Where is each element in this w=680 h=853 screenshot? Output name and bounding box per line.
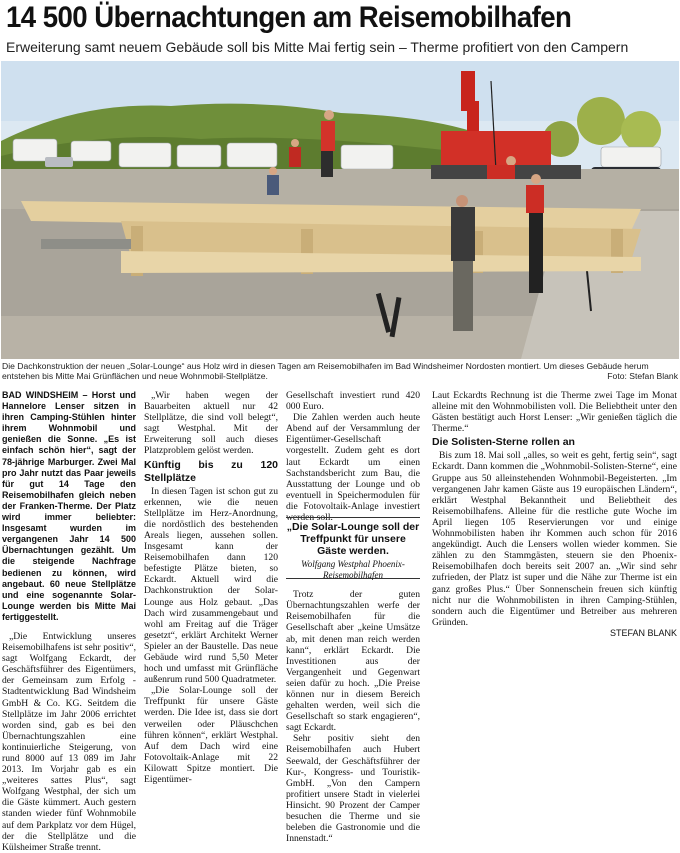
paragraph: Gesellschaft investiert rund 420 000 Euro. [286, 390, 420, 413]
lead-paragraph: BAD WINDSHEIM – Horst und Hannelore Lenser sitzen in ihren Camping-Stühlen hinter ihrem Wohnmobil und genießen die Sonne. „Es ist einfach schön hier“, sagt der 78-jährige Marburger. Zwei Mal pro Jahr nutzt das Paar jeweils für gut 14 Tage den Reisemobilhafen gleich neben der Franken-Therme. Der Platz wird immer beliebter: Insgesamt wurden im vergangenen Jahr 14 500 Übernachtungen gezählt. Um die steigende Nachfrage bedienen zu können, wird angebaut. 60 neue Stellplätze und eine sogenannte Solar-Lounge werden bis Mitte Mai fertiggestellt. [2, 390, 136, 622]
paragraph: „Wir haben wegen der Bauarbeiten aktuell nur 42 Stellplätze, die sind voll belegt“, sagt Westphal. Mit der Erweiterung soll auch dieses Platzproblem gelöst werden. [144, 390, 278, 457]
construction-scene-illustration [1, 61, 679, 359]
paragraph: Trotz der guten Übernachtungszahlen werfe der Reisemobilhafen für die Gesellschaft aber „keine Umsätze ab, mit denen man reich werden kann“, erklärt Eckardt. Die Investitionen aus der Vergangenheit und Gegenwart seien dafür zu hoch. „Die Preise können nur in diesem Bereich gehalten werden, weil sich die Gesellschaft so stark engagieren“, sagt Eckardt. [286, 589, 420, 734]
headline: 14 500 Übernachtungen am Reisemobilhafen [6, 1, 572, 34]
photo-credit: Foto: Stefan Blank [607, 371, 678, 381]
paragraph: „Die Entwicklung unseres Reisemobilhafens ist sehr positiv“, sagt Wolfgang Eckardt, der Geschäftsführer des Eigentümers, der Gemeinsam zum Erfolg - Stadtentwicklung Bad Windsheim GmbH & Co. KG. Seitdem die Stellplätze im Jahr 2006 errichtet worden sind, gab es bei den Übernachtungszahlen eine kontinuierliche Steigerung, von rund 8000 auf 13 089 im Jahr 2013. Im Vorjahr gab es ein „weiteres sattes Plus“, sagt Wolfgang Westphal, der sich um die Gäste kümmert. Auch gestern standen wieder fünf Wohnmobile auf dem Parkplatz vor dem Hügel, der die Stellplätze und die Külsheimer Straße trennt. [2, 630, 136, 853]
quote-source: Wolfgang Westphal Phoenix-Reisemobilhafen [301, 559, 405, 580]
article-photo [1, 61, 679, 359]
subheadline: Erweiterung samt neuem Gebäude soll bis Mitte Mai fertig sein – Therme profitiert von den Campern [6, 39, 629, 55]
subheading: Künftig bis zu 120 Stellplätze [144, 458, 278, 484]
photo-caption [2, 361, 678, 381]
article-column-4 [432, 390, 677, 700]
article-column-1 [2, 390, 136, 853]
paragraph: „Die Solar-Lounge soll der Treffpunkt für unsere Gäste werden. Die Idee ist, dass sie dort verweilen oder Pläuschchen führen können“, erklärt Westphal. Auf dem Dach wird eine Fotovoltaik-Anlage mit 22 Kilowatt Spitze montiert. Die Eigentümer- [144, 685, 278, 785]
quote-text: „Die Solar-Lounge soll der Treffpunkt für unsere Gäste werden. [286, 521, 420, 557]
paragraph: Bis zum 18. Mai soll „alles, so weit es geht, fertig sein“, sagt Eckardt. Dann kommen die „Wohnmobil-Solisten-Sterne“, eine Gruppe aus 50 alleinstehenden Wohnmobil-Begeisterten. „Im vergangenen Jahr kamen Gäste aus 19 europäischen Ländern“, erklärt Westphal Bekanntheit und Beliebtheit des Reisemobilhafens. Alleine für die restliche gute Woche im April liegen 105 Reservierungen vor und einige Wohnmobilisten haben ihr Kommen auch schon für 2016 angekündigt. Auch die Lensers wollen wieder kommen. Sie zählen zu den Stammgästen, steuern sie den Phoenix-Reisemobilhafen doch bereits seit 2007 an. „Wir sind sehr zufrieden, der Platz ist super und die Nähe zur Therme ist ein ganz großes Plus.“ Über Sonnenschein freuen sich künftig nicht nur die Wohnmobilisten in ihren Camping-Stühlen, sondern auch die Eigentümer und Betreiber aus mehreren Gründen. [432, 450, 677, 628]
article-column-2 [144, 390, 278, 785]
paragraph: Sehr positiv sieht den Reisemobilhafen auch Hubert Seewald, der Geschäftsführer der Kur-, Kongress- und Touristik-GmbH. „Von den Campern profitiert unsere Stadt in vielerlei Hinsicht. 90 Prozent der Camper besuchen die Therme und sie beleben die Gastronomie und die Innenstadt.“ [286, 733, 420, 845]
paragraph: In diesen Tagen ist schon gut zu erkennen, wie die neuen Stellplätze im Herz-Anordnung, die nordöstlich des bestehenden Areals liegen, aussehen sollen. Insgesamt kann der Reisemobilhafen dann 120 befestigte Plätze bieten, so Eckardt. Aktuell wird die Dachkonstruktion der Solar-Lounge aus Holz gebaut. „Das Dach wird zusammengebaut und wohl am Freitag auf die Träger gesetzt“, erklärt Architekt Werner Spieler an der Baustelle. Das neue Gebäude wird rund 5,50 Meter hoch und umfasst mit Grünfläche außenrum rund 500 Quadratmeter. [144, 485, 278, 686]
pull-quote [286, 517, 420, 579]
paragraph: Laut Eckardts Rechnung ist die Therme zwei Tage im Monat alleine mit den Wohnmobilisten voll. Die Beliebtheit unter den Gästen bestätigt auch Horst Lenser: „Wir genießen täglich die Therme.“ [432, 390, 677, 435]
subheading: Die Solisten-Sterne rollen an [432, 436, 575, 449]
caption-text: Die Dachkonstruktion der neuen „Solar-Lounge“ aus Holz wird in diesen Tagen am Reisemobilhafen im Bad Windsheimer Nordosten montiert. Um dieses Gebäude herum entstehen bis Mitte Mai Grünflächen und neue Wohnmobil-Stellplätze. [2, 361, 649, 381]
paragraph: Die Zahlen werden auch heute Abend auf der Versammlung der Eigentümer-Gesellschaft vorgestellt. Zudem geht es dort laut Eckardt um einen Sachstandsbericht zum Bau, die Ausstattung der Lounge und ob eventuell in Speichermodulen für die Fotovoltaik-Anlage investiert werden soll. [286, 412, 420, 524]
byline: STEFAN BLANK [609, 627, 677, 638]
